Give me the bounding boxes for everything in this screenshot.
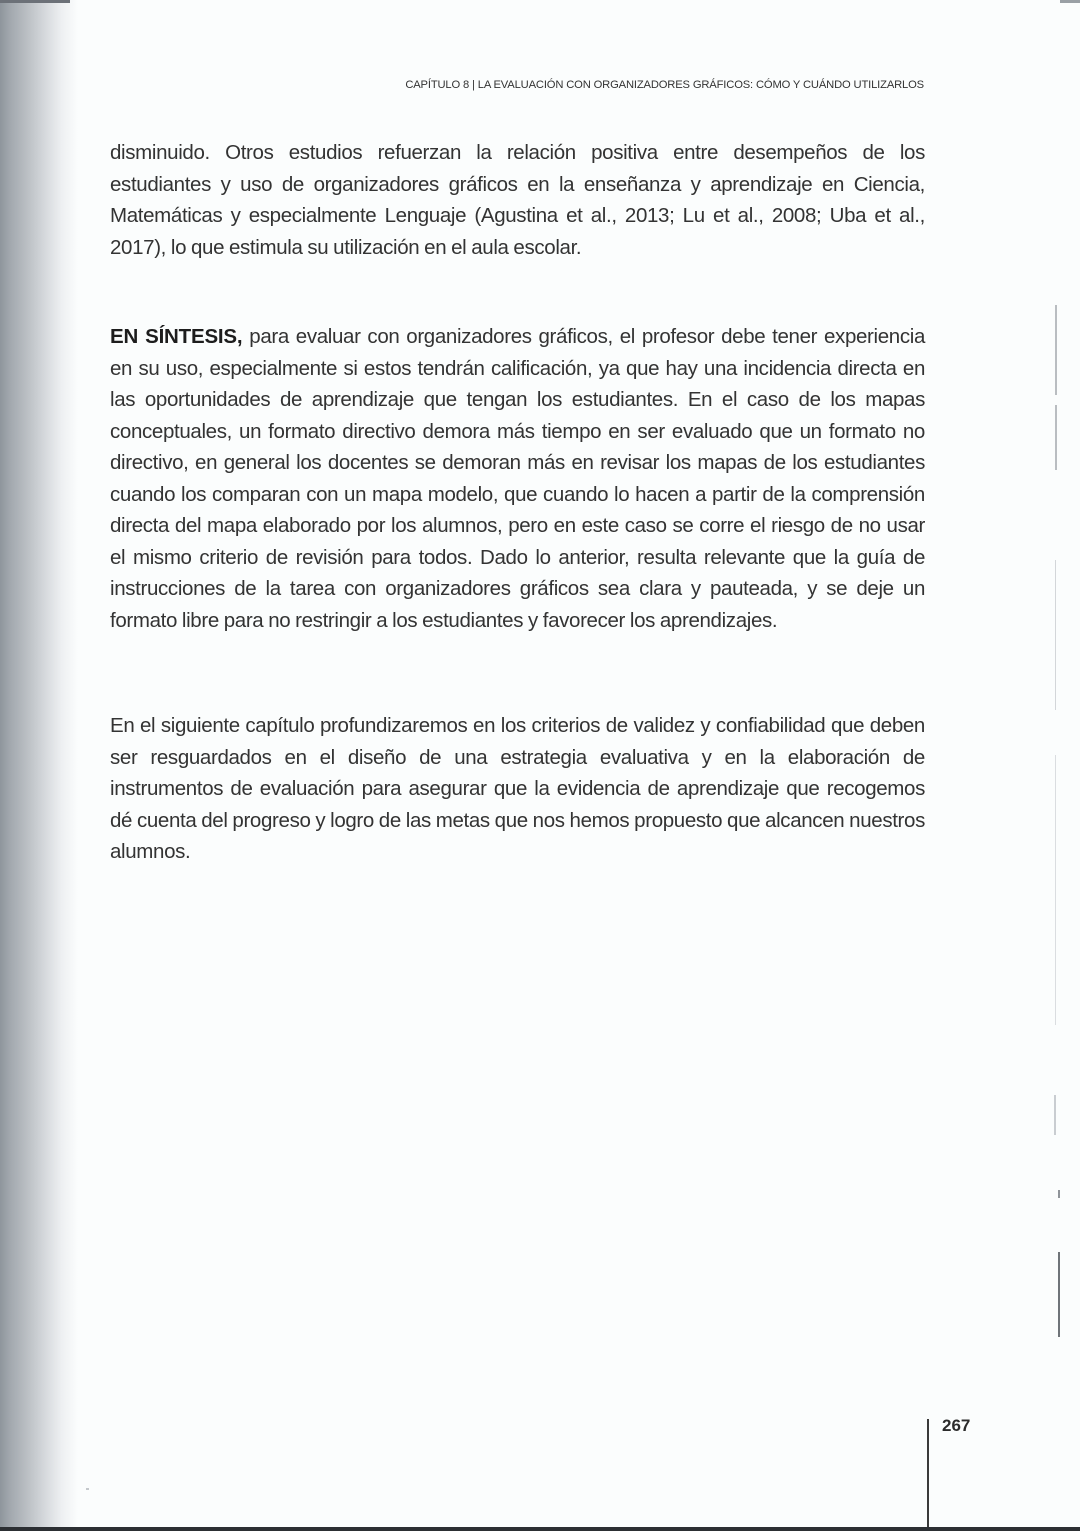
scan-speck <box>86 1488 89 1490</box>
edge-mark <box>1058 1190 1060 1198</box>
edge-mark <box>1055 305 1057 395</box>
paragraph-1 <box>110 137 925 263</box>
scan-top-right-edge <box>1060 0 1080 3</box>
edge-mark <box>1055 405 1057 470</box>
scan-bottom-edge <box>0 1527 1080 1531</box>
edge-mark <box>1055 560 1056 710</box>
binding-shadow <box>0 0 78 1531</box>
edge-mark <box>1054 1095 1056 1135</box>
scan-top-edge <box>0 0 70 3</box>
edge-mark <box>1058 1252 1060 1337</box>
paragraph-2-text: para evaluar con organizadores gráficos, el profesor debe tener experiencia en su uso, especialmente si estos tendrán calificación, ya que hay una incidencia directa en las oportunidades de aprendizaje que tengan los estudiantes. En el caso de los mapas conceptuales, un formato directivo demora más tiempo en ser evaluado que un formato no directivo, en general los docentes se demoran más en revisar los mapas de los estudiantes cuando los comparan con un mapa modelo, que cuando lo hacen a partir de la comprensión directa del mapa elaborado por los alumnos, pero en este caso se corre el riesgo de no usar el mismo criterio de revisión para todos. Dado lo anterior, resulta relevante que la guía de instrucciones de la tarea con organizadores gráficos sea clara y pauteada, y se deje un formato libre para no restringir a los estudiantes y favorecer los aprendizajes. <box>110 325 925 632</box>
edge-mark <box>1055 755 1056 1025</box>
paragraph-summary <box>110 321 925 636</box>
page-number: 267 <box>942 1416 971 1435</box>
page-number-rule <box>927 1419 929 1531</box>
summary-lead-in: EN SÍNTESIS, <box>110 325 243 348</box>
paragraph-1-text: disminuido. Otros estudios refuerzan la relación positiva entre desempeños de los estudiantes y uso de organizadores gráficos en la enseñanza y aprendizaje en Ciencia, Matemáticas y especialmente Lenguaje (Agustina et al., 2013; Lu et al., 2008; Uba et al., 2017), lo que estimula su utilización en el aula escolar. <box>110 141 925 259</box>
paragraph-3-text: En el siguiente capítulo profundizaremos en los criterios de validez y confiabilidad que deben ser resguardados en el diseño de una estrategia evaluativa y en la elaboración de instrumentos de evaluación para asegurar que la evidencia de aprendizaje que recogemos dé cuenta del progreso y logro de las metas que nos hemos propuesto que alcancen nuestros alumnos. <box>110 714 925 863</box>
running-head: CAPÍTULO 8 | LA EVALUACIÓN CON ORGANIZADORES GRÁFICOS: CÓMO Y CUÁNDO UTILIZARLOS <box>405 79 924 91</box>
paragraph-3 <box>110 710 925 868</box>
